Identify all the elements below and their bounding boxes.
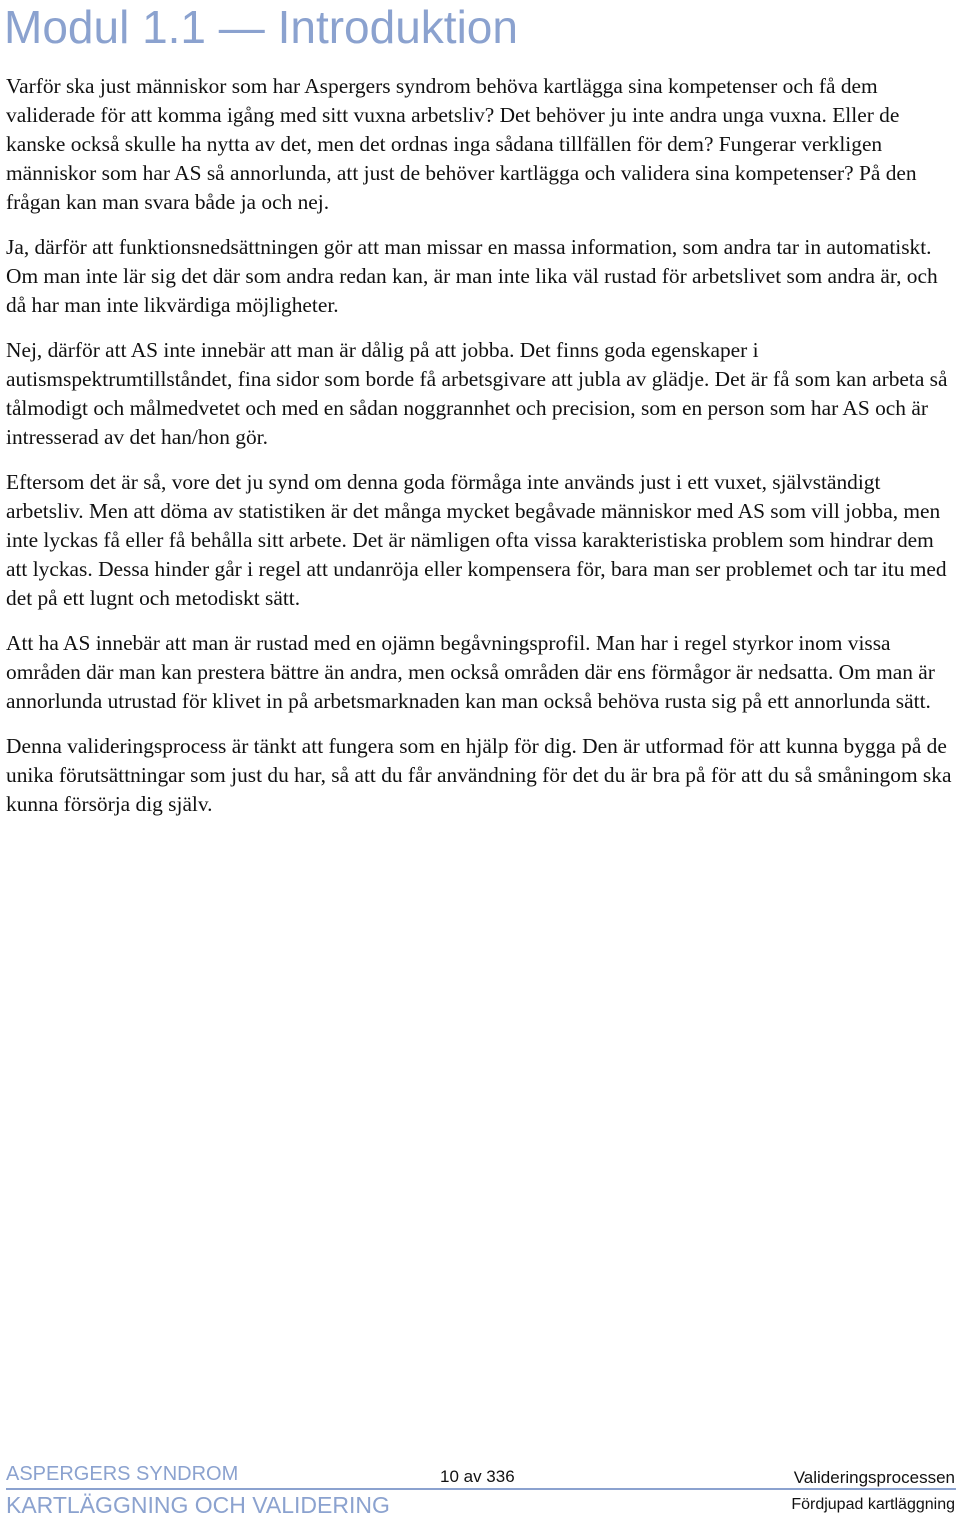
footer-brand-line1: ASPERGERS SYNDROM	[6, 1463, 239, 1485]
paragraph: Varför ska just människor som har Aspergers syndrom behöva kartlägga sina kompetenser och få dem validerade för att komma igång med sitt vuxna arbetsliv? Det behöver ju inte andra unga vuxna. Eller de kanske också skulle ha nytta av det, men det ordnas inga sådana tillfällen för dem? Fungerar verkligen människor som har AS så annorlunda, att just de behöver kartlägga och validera sina kompetenser? På den frågan kan man svara både ja och nej.	[6, 74, 917, 214]
paragraph: Ja, därför att funktionsnedsättningen gör att man missar en massa information, som andra tar in automatiskt. Om man inte lär sig det där som andra redan kan, är man inte lika väl rustad för arbetslivet som andra är, och då har man inte likvärdiga möjligheter.	[6, 235, 938, 317]
page-number: 10 av 336	[440, 1467, 515, 1486]
paragraph: Att ha AS innebär att man är rustad med en ojämn begåvningsprofil. Man har i regel styrkor inom vissa områden där man kan prestera bättre än andra, men också områden där ens förmågor är nedsatta. Om man är annorlunda utrustad för klivet in på arbetsmarknaden kan man också behöva rusta sig på ett annorlunda sätt.	[6, 631, 935, 713]
page-title: Modul 1.1 — Introduktion	[4, 1, 518, 53]
paragraph: Eftersom det är så, vore det ju synd om denna goda förmåga inte används just i ett vuxet, självständigt arbetsliv. Men att döma av statistiken är det många mycket begåvade människor med AS som vill jobba, men inte lyckas få eller få behålla sitt arbete. Det är nämligen ofta vissa karakteristiska problem som hindrar dem att lyckas. Dessa hinder går i regel att undanröja eller kompensera för, bara man ser problemet och tar itu med det på ett lugnt och metodiskt sätt.	[6, 470, 947, 610]
footer-divider	[6, 1488, 956, 1490]
body-text	[6, 72, 954, 835]
footer-section: Valideringsprocessen	[793, 1468, 955, 1487]
paragraph: Nej, därför att AS inte innebär att man är dålig på att jobba. Det finns goda egenskaper i autismspektrumtillståndet, fina sidor som borde få arbetsgivare att jubla av glädje. Det är få som kan arbeta så tålmodigt och målmedvetet och med en sådan noggrannhet och precision, som en person som har AS och är intresserad av det han/hon gör.	[6, 338, 948, 449]
footer-subsection: Fördjupad kartläggning	[791, 1496, 955, 1513]
paragraph: Denna valideringsprocess är tänkt att fungera som en hjälp för dig. Den är utformad för att kunna bygga på de unika förutsättningar som just du har, så att du får användning för det du är bra på för att du så småningom ska kunna försörja dig själv.	[6, 734, 952, 816]
footer-brand-line2: KARTLÄGGNING OCH VALIDERING	[6, 1492, 390, 1518]
